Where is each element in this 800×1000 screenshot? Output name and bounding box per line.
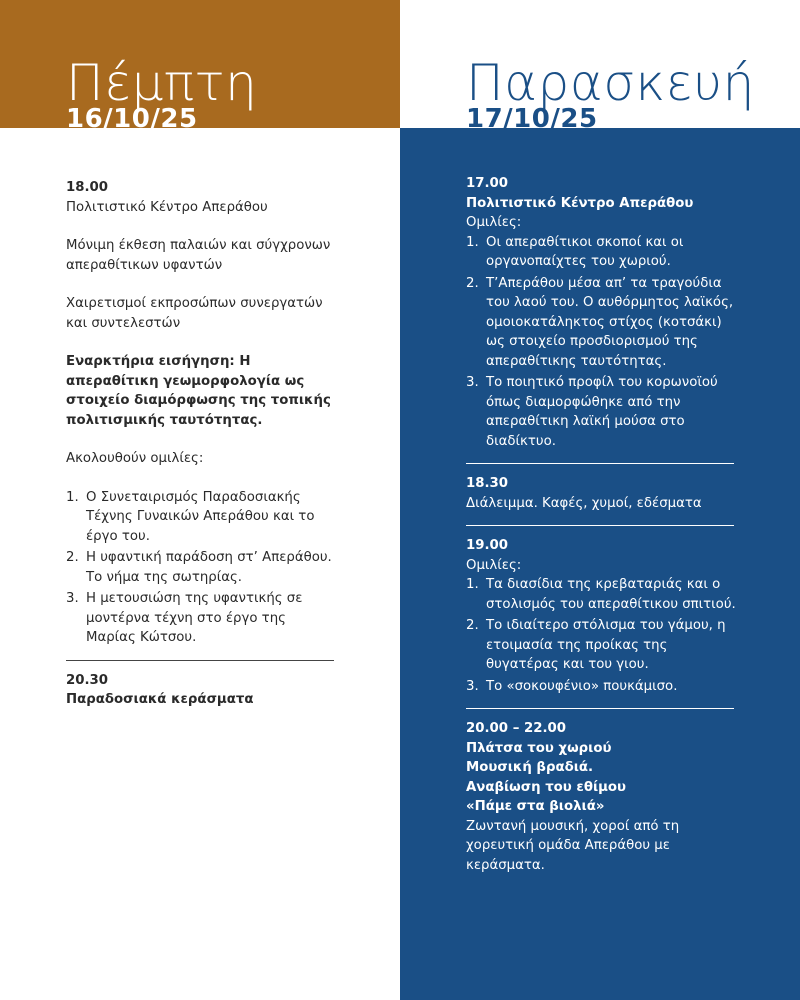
friday-talks-list-2 [466, 575, 738, 696]
friday-venue: Πολιτιστικό Κέντρο Απεράθου [466, 195, 694, 211]
list-item [466, 274, 738, 372]
keynote-label: Εναρκτήρια εισήγηση: [66, 354, 240, 369]
list-number: 3. [466, 375, 479, 390]
list-number: 3. [66, 591, 79, 606]
talk-text: Η μετουσιώση της υφαντικής σε μοντέρνα τέχνη στο έργο της Μαρίας Κώτσου. [86, 591, 303, 645]
list-number: 1. [66, 489, 79, 505]
thursday-time-1800: 18.00 [66, 180, 109, 195]
talk-text: Το «σοκουφένιο» πουκάμισο. [486, 678, 678, 694]
friday-custom-name: «Πάμε στα βιολιά» [466, 799, 605, 814]
friday-program [466, 174, 738, 875]
talk-text: Η υφαντική παράδοση στ’ Απεράθου. Το νήμα της σωτηρίας. [86, 550, 332, 585]
list-number: 2. [466, 275, 479, 291]
talk-text: Το ποιητικό προφίλ του κορωνοϊού όπως διαμορφώθηκε από την απεραθίτικη λαϊκή μούσα στο διαδίκτυο. [486, 375, 718, 449]
friday-time-2000: 20.00 – 22.00 [466, 721, 567, 736]
friday-talks-label-1: Ομιλίες: [466, 215, 522, 230]
friday-date: 17/10/25 [466, 104, 598, 134]
thursday-refreshments: Παραδοσιακά κεράσματα [66, 692, 254, 707]
friday-talks-list-1 [466, 233, 738, 452]
divider [466, 463, 734, 464]
talk-text: Το ιδιαίτερο στόλισμα του γάμου, η ετοιμασία της προίκας της θυγατέρας και του γιου. [486, 618, 726, 672]
list-number: 1. [466, 234, 479, 250]
list-item [466, 233, 738, 272]
spacer [66, 469, 338, 488]
thursday-keynote [66, 352, 338, 430]
list-number: 2. [66, 550, 79, 565]
list-item [466, 373, 738, 451]
friday-time-1900: 19.00 [466, 538, 509, 553]
thursday-greetings: Χαιρετισμοί εκπροσώπων συνεργατών και συντελεστών [66, 296, 323, 331]
friday-talks-label-2: Ομιλίες: [466, 557, 522, 573]
friday-music-night: Μουσική βραδιά. [466, 760, 594, 775]
thursday-venue: Πολιτιστικό Κέντρο Απεράθου [66, 199, 268, 215]
friday-break: Διάλειμμα. Καφές, χυμοί, εδέσματα [466, 495, 702, 511]
list-item [466, 677, 738, 697]
thursday-date: 16/10/25 [66, 104, 198, 134]
talk-text: Οι απεραθίτικοι σκοποί και οι οργανοπαίχτες του χωριού. [486, 234, 684, 269]
list-number: 1. [466, 577, 479, 592]
friday-time-1700: 17.00 [466, 176, 509, 191]
friday-revival: Αναβίωση του εθίμου [466, 779, 627, 795]
friday-time-1830: 18.30 [466, 476, 509, 491]
thursday-talks-list [66, 488, 338, 648]
friday-square: Πλάτσα του χωριού [466, 740, 612, 756]
thursday-exhibition: Μόνιμη έκθεση παλαιών και σύγχρονων απεραθίτικων υφαντών [66, 238, 331, 273]
list-number: 2. [466, 618, 479, 633]
thursday-time-2030: 20.30 [66, 672, 109, 688]
thursday-day-title: Πέμπτη [66, 54, 258, 112]
list-item [66, 488, 338, 547]
keynote-title: Η απεραθίτικη γεωμορφολογία ως στοιχείο διαμόρφωσης της τοπικής πολιτισμικής ταυτότητας. [66, 354, 331, 428]
talk-text: Ο Συνεταιρισμός Παραδοσιακής Τέχνης Γυναικών Απεράθου και το έργο του. [86, 489, 315, 544]
list-item [466, 616, 738, 675]
divider [466, 525, 734, 526]
list-item [66, 589, 338, 648]
thursday-talks-intro: Ακολουθούν ομιλίες: [66, 451, 204, 466]
friday-day-title: Παρασκευή [466, 54, 755, 112]
talk-text: Τ’Απεράθου μέσα απ’ τα τραγούδια του λαού του. Ο αυθόρμητος λαϊκός, ομοιοκατάληκτος στίχος (κοτσάκι) ως στοιχείο προσδιορισμού της απεραθίτικης ταυτότητας. [486, 275, 734, 369]
list-item [466, 575, 738, 614]
friday-description: Ζωντανή μουσική, χοροί από τη χορευτική ομάδα Απεράθου με κεράσματα. [466, 818, 680, 873]
list-item [66, 548, 338, 587]
divider [466, 708, 734, 709]
list-number: 3. [466, 678, 479, 694]
thursday-program [66, 178, 338, 710]
talk-text: Τα διασίδια της κρεβαταριάς και ο στολισμός του απεραθίτικου σπιτιού. [486, 577, 736, 612]
divider [66, 660, 334, 661]
